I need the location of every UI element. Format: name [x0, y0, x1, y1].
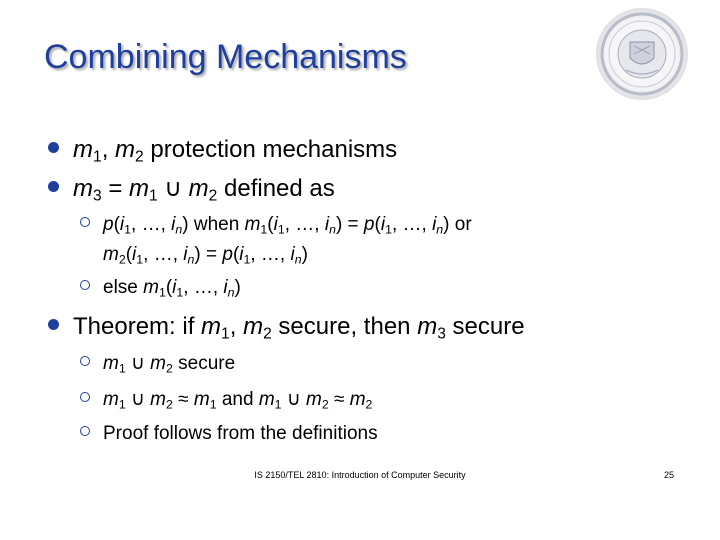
bullet-text: $m_3 = m_1$ ∪ $m_2$ defined as [73, 175, 335, 205]
bullet-text: Theorem: if $m_1$, $m_2$ secure, then $m_3$ secure [73, 313, 525, 343]
subbullet-else-clause [80, 277, 241, 299]
bullet-text: $m_1$, $m_2$ protection mechanisms [73, 136, 398, 166]
slide-title: Combining Mechanisms [44, 38, 407, 76]
bullet-dot-icon [48, 142, 59, 153]
subbullet-approximations [80, 388, 372, 411]
bullet-dot-icon [48, 319, 59, 330]
bullet-m3-definition [48, 174, 335, 203]
page-number: 25 [664, 470, 675, 480]
subbullet-text: Proof follows from the definitions [103, 423, 378, 444]
subbullet-ring-icon [80, 356, 90, 366]
bullet-theorem [48, 313, 525, 341]
subbullet-ring-icon [80, 217, 90, 227]
subbullet-when-clause [80, 214, 472, 236]
subbullet-ring-icon [80, 280, 90, 290]
subbullet-text: else $m_1(i_1$, …, $i_n$) [103, 277, 241, 300]
subbullet-text: $p(i_1$, …, $i_n$) when $m_1(i_1$, …, $i_n) = p(i_1$, …, $i_n$) or [103, 214, 472, 237]
slide-footer: IS 2150/TEL 2810: Introduction of Computer Security [254, 470, 466, 480]
subbullet-text: $m_1$ ∪ $m_2 \approx m_1$ and $m_1$ ∪ $m_2 \approx m_2$ [103, 389, 373, 412]
subbullet-text: $m_1$ ∪ $m_2$ secure [103, 353, 236, 376]
university-seal-icon [596, 8, 688, 100]
subbullet-ring-icon [80, 426, 90, 436]
subbullet-proof [80, 423, 378, 445]
subbullet-when-clause-continued: $m_2(i_1$, …, $i_n) = p(i_1$, …, $i_n$) [103, 244, 308, 267]
subbullet-union-secure [80, 352, 235, 375]
subbullet-ring-icon [80, 392, 90, 402]
bullet-protection-mechanisms [48, 136, 397, 164]
bullet-dot-icon [48, 181, 59, 192]
